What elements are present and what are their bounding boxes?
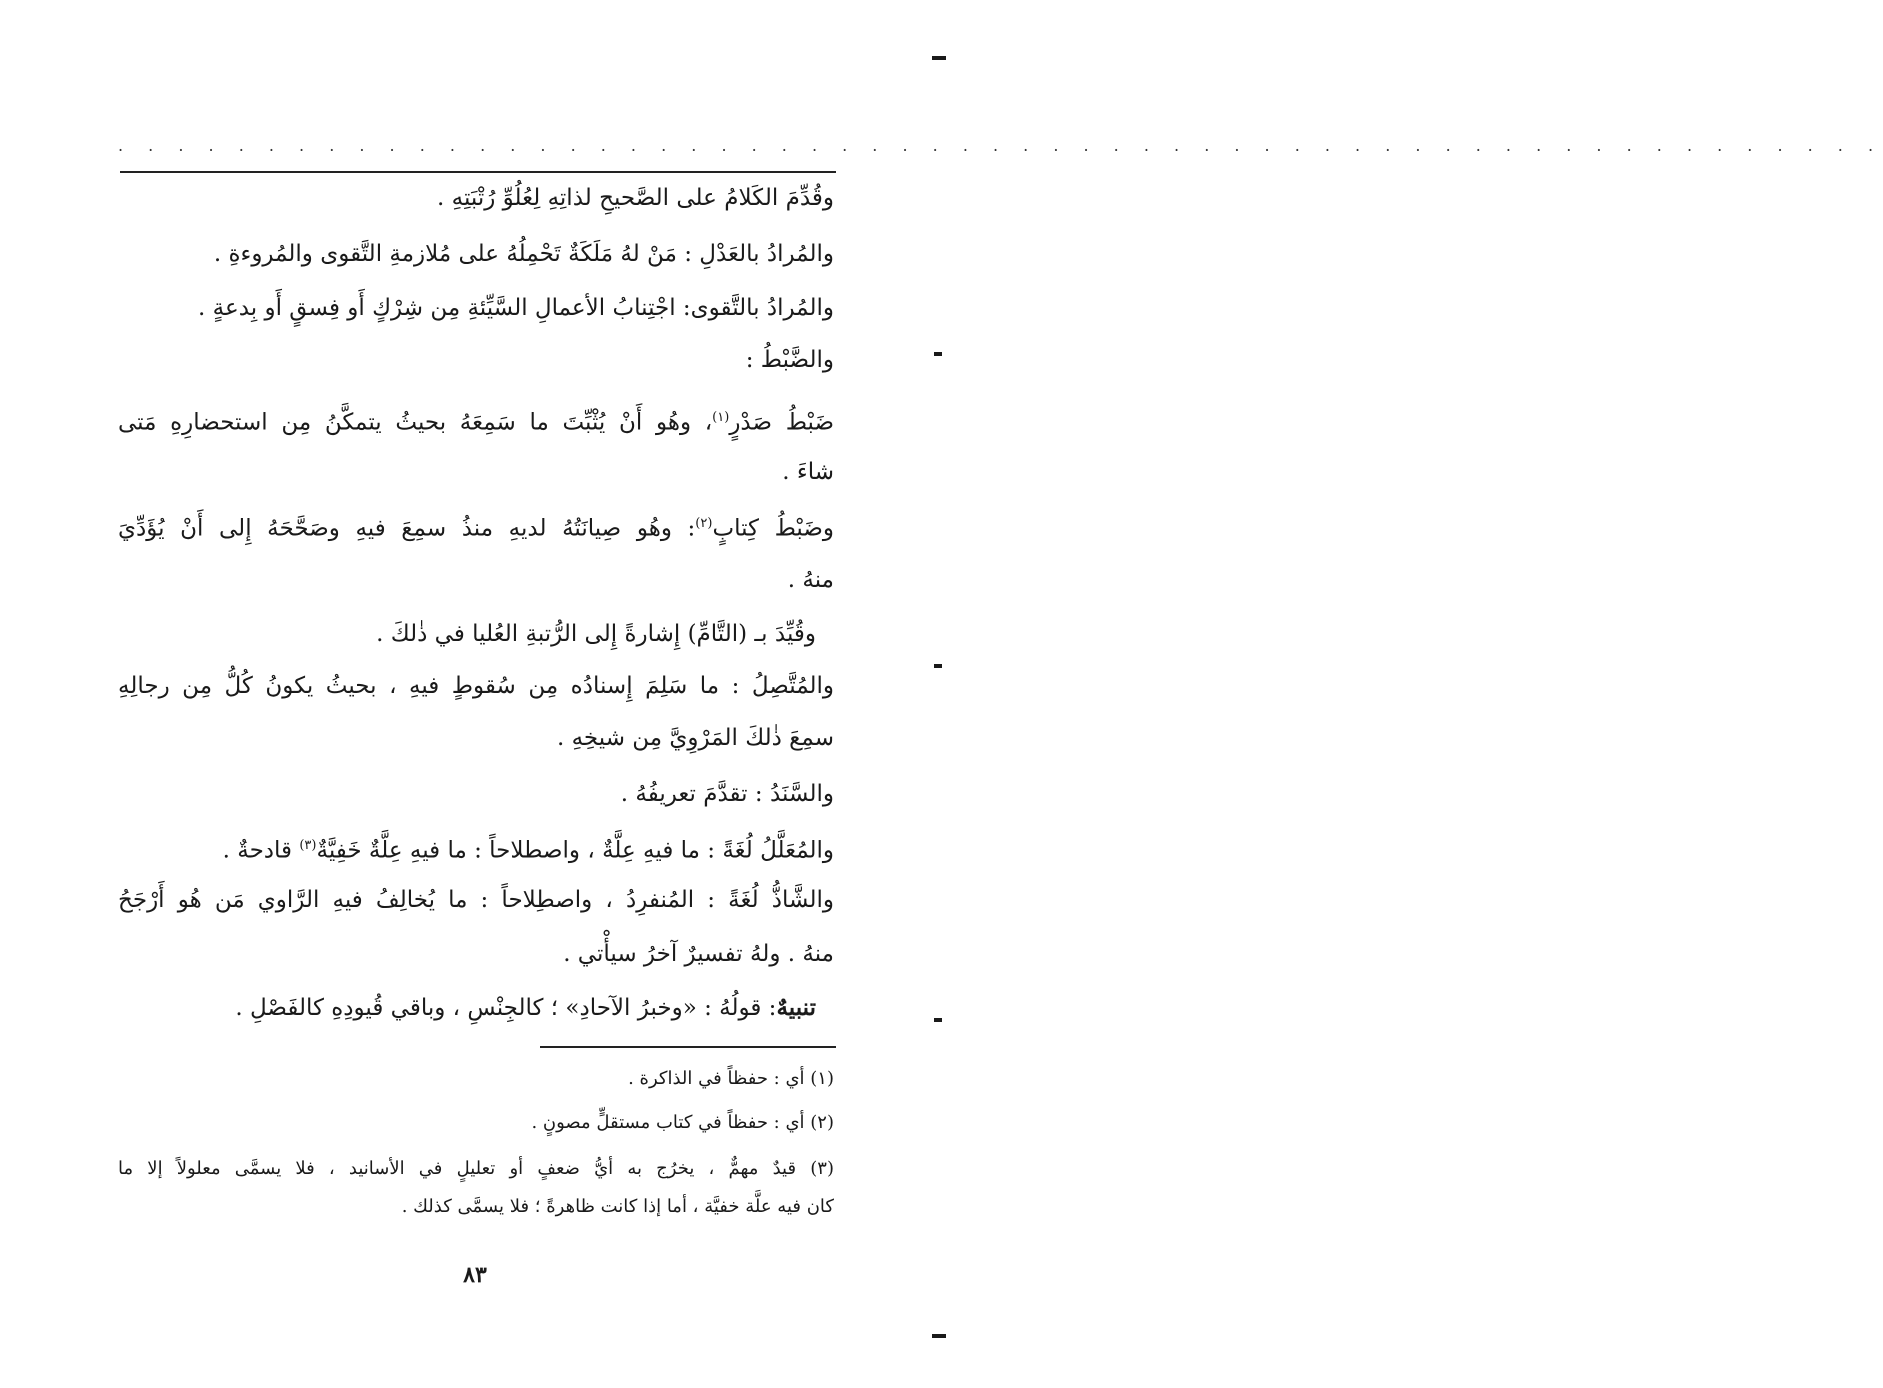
footnote-1: (١) أي : حفظاً في الذاكرة . [628, 1068, 834, 1089]
text-line-16 [118, 988, 816, 1028]
footnote-3-line-2: كان فيه علَّة خفيَّة ، أما إذا كانت ظاهرةً ؛ فلا يسمَّى كذلك . [401, 1196, 834, 1217]
footnote-separator [540, 1046, 836, 1048]
text-line-2: والمُرادُ بالعَدْلِ : مَنْ لهُ مَلَكَةٌ تَحْمِلُهُ على مُلازمةِ التَّقوى والمُروءةِ . [213, 241, 834, 267]
footnote-ref-1: (١) [712, 410, 730, 425]
note-text: : قولُهُ : «وخبرُ الآحادِ» ؛ كالجِنْسِ ، وباقي قُيودِهِ كالفَصْلِ . [235, 995, 777, 1021]
text-line-14: والشَّاذُّ لُغَةً : المُنفرِدُ ، واصطِلاحاً : ما يُخالِفُ فيهِ الرَّاوي مَن هُو أَرْجَحُ [118, 887, 834, 913]
text-line-7 [118, 504, 834, 549]
text-line-4: والضَّبْطُ : [745, 347, 834, 373]
text-line-6: شاءَ . [782, 459, 834, 485]
text-line-5 [118, 398, 834, 443]
text-line-5-rest: ، وهُو أَنْ يُثْبِّتَ ما سَمِعَهُ بحيثُ يتمكَّنُ مِن استحضارِهِ مَتى [118, 409, 713, 436]
edge-mark [934, 664, 942, 668]
edge-mark [934, 1018, 942, 1022]
page-number: ٨٣ [463, 1262, 487, 1288]
footnote-3-line-1: (٣) قيدٌ مهمٌّ ، يخرُج به أيُّ ضعفٍ أو تعليلٍ في الأسانيد ، فلا يسمَّى معلولاً إلا ما [118, 1158, 834, 1179]
footnote-ref-2: (٢) [695, 516, 713, 531]
text-line-9: وقُيِّدَ بـ (التَّامِّ) إِشارةً إِلى الرُّتبةِ العُليا في ذٰلكَ . [376, 621, 816, 647]
text-line-7-start: وضَبْطُ كِتابٍ [712, 515, 834, 542]
text-line-10: والمُتَّصِلُ : ما سَلِمَ إِسنادُه مِن سُقوطٍ فيهِ ، بحيثُ يكونُ كُلُّ مِن رجالِهِ [118, 673, 834, 699]
header-dotted-line: . . . . . . . . . . . . . . . . . . . . . . . . . . . . . . . . . . . . . . . . . . . . . . . . . . . . . . . . . . . [118, 136, 1883, 155]
text-line-8: منهُ . [787, 567, 834, 593]
text-line-7-rest: : وهُو صِيانَتُهُ لديهِ منذُ سمِعَ فيهِ وصَحَّحَهُ إِلى أَنْ يُؤَدِّيَ [118, 515, 696, 542]
note-label: تنبيهٌ [776, 994, 816, 1021]
text-line-5-start: ضَبْطُ صَدْرٍ [729, 409, 834, 436]
text-line-11: سمِعَ ذٰلكَ المَرْوِيَّ مِن شيخِهِ . [556, 725, 834, 751]
edge-mark [932, 1334, 946, 1338]
text-line-13-end: قادحةٌ . [222, 837, 293, 864]
footnote-ref-3: (٣) [299, 838, 317, 853]
text-line-13 [118, 826, 834, 871]
text-line-1: وقُدِّمَ الكَلامُ على الصَّحيحِ لذاتِهِ لِعُلُوِّ رُتْبَتِهِ . [437, 185, 834, 211]
text-line-12: والسَّنَدُ : تقدَّمَ تعريفُهُ . [620, 781, 834, 807]
text-line-13-start: والمُعَلَّلُ لُغَةً : ما فيهِ عِلَّةٌ ، واصطلاحاً : ما فيهِ عِلَّةٌ خَفِيَّةٌ [316, 837, 834, 864]
footnote-2: (٢) أي : حفظاً في كتاب مستقلٍّ مصونٍ . [531, 1112, 834, 1133]
edge-mark [934, 352, 942, 356]
text-line-15: منهُ . ولهُ تفسيرٌ آخرُ سيأْتي . [563, 941, 834, 967]
header-rule [120, 171, 836, 173]
edge-mark [932, 56, 946, 60]
text-line-3: والمُرادُ بالتَّقوى: اجْتِنابُ الأعمالِ السَّيِّئةِ مِن شِرْكٍ أَو فِسقٍ أَو بِدعةٍ . [198, 295, 834, 321]
